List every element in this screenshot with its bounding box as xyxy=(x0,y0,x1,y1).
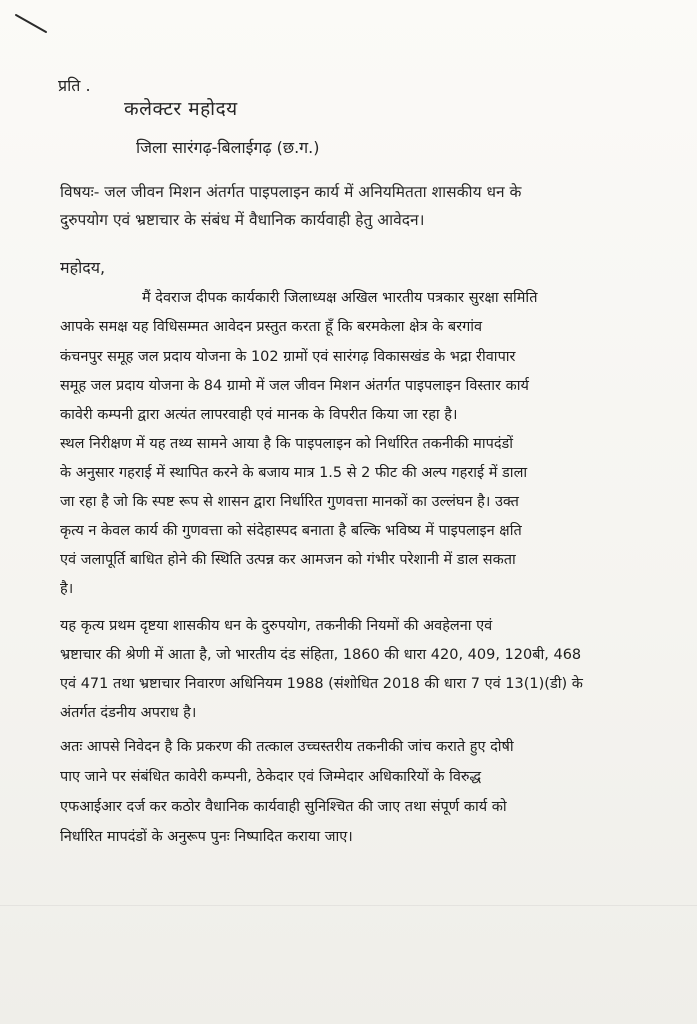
subject-line-2: दुरुपयोग एवं भ्रष्टाचार के संबंध में वैधानिक कार्यवाही हेतु आवेदन। xyxy=(60,211,425,229)
body-line: एफआईआर दर्ज कर कठोर वैधानिक कार्यवाही सुनिश्चित की जाए तथा संपूर्ण कार्य को xyxy=(60,799,507,815)
body-line: कावेरी कम्पनी द्वारा अत्यंत लापरवाही एवं मानक के विपरीत किया जा रहा है। xyxy=(60,407,458,423)
body-line: एवं जलापूर्ति बाधित होने की स्थिति उत्पन्न कर आमजन को गंभीर परेशानी में डाल सकता xyxy=(60,552,516,568)
body-line: आपके समक्ष यह विधिसम्मत आवेदन प्रस्तुत करता हूँ कि बरमकेला क्षेत्र के बरगांव xyxy=(60,319,483,335)
body-line: के अनुसार गहराई में स्थापित करने के बजाय मात्र 1.5 से 2 फीट की अल्प गहराई में डाला xyxy=(60,465,528,481)
body-line: भ्रष्टाचार की श्रेणी में आता है, जो भारतीय दंड संहिता, 1860 की धारा 420, 409, 120बी, 468 xyxy=(60,647,582,663)
body-line: पाए जाने पर संबंधित कावेरी कम्पनी, ठेकेदार एवं जिम्मेदार अधिकारियों के विरुद्ध xyxy=(60,769,482,785)
body-line: अतः आपसे निवेदन है कि प्रकरण की तत्काल उच्चस्तरीय तकनीकी जांच कराते हुए दोषी xyxy=(60,739,514,755)
salutation: महोदय, xyxy=(60,258,106,277)
paper-crease xyxy=(0,905,697,906)
body-line: निर्धारित मापदंडों के अनुरूप पुनः निष्पादित कराया जाए। xyxy=(60,829,353,845)
body-line: कृत्य न केवल कार्य की गुणवत्ता को संदेहास्पद बनाता है बल्कि भविष्य में पाइपलाइन क्षति xyxy=(60,523,522,539)
body-line: अंतर्गत दंडनीय अपराध है। xyxy=(60,705,197,721)
body-line: स्थल निरीक्षण में यह तथ्य सामने आया है कि पाइपलाइन को निर्धारित तकनीकी मापदंडों xyxy=(60,436,514,452)
body-line: कंचनपुर समूह जल प्रदाय योजना के 102 ग्रामों एवं सारंगढ़ विकासखंड के भद्रा रीवापार xyxy=(60,349,516,365)
pen-stroke-mark xyxy=(14,12,48,34)
addressee: कलेक्टर महोदय xyxy=(124,98,238,120)
district-line: जिला सारंगढ़-बिलाईगढ़ (छ.ग.) xyxy=(136,138,320,157)
body-line: एवं 471 तथा भ्रष्टाचार निवारण अधिनियम 1988 (संशोधित 2018 की धारा 7 एवं 13(1)(डी) के xyxy=(60,676,583,692)
body-line: है। xyxy=(60,581,74,597)
body-line: जा रहा है जो कि स्पष्ट रूप से शासन द्वारा निर्धारित गुणवत्ता मानकों का उल्लंघन है। उक्त xyxy=(60,494,519,510)
body-line: यह कृत्य प्रथम दृष्टया शासकीय धन के दुरुपयोग, तकनीकी नियमों की अवहेलना एवं xyxy=(60,618,493,634)
subject-line-1: विषयः- जल जीवन मिशन अंतर्गत पाइपलाइन कार्य में अनियमितता शासकीय धन के xyxy=(60,183,522,201)
body-line: मैं देवराज दीपक कार्यकारी जिलाध्यक्ष अखिल भारतीय पत्रकार सुरक्षा समिति xyxy=(142,290,538,306)
to-label: प्रति . xyxy=(58,76,91,95)
body-line: समूह जल प्रदाय योजना के 84 ग्रामो में जल जीवन मिशन अंतर्गत पाइपलाइन विस्तार कार्य xyxy=(60,378,529,394)
